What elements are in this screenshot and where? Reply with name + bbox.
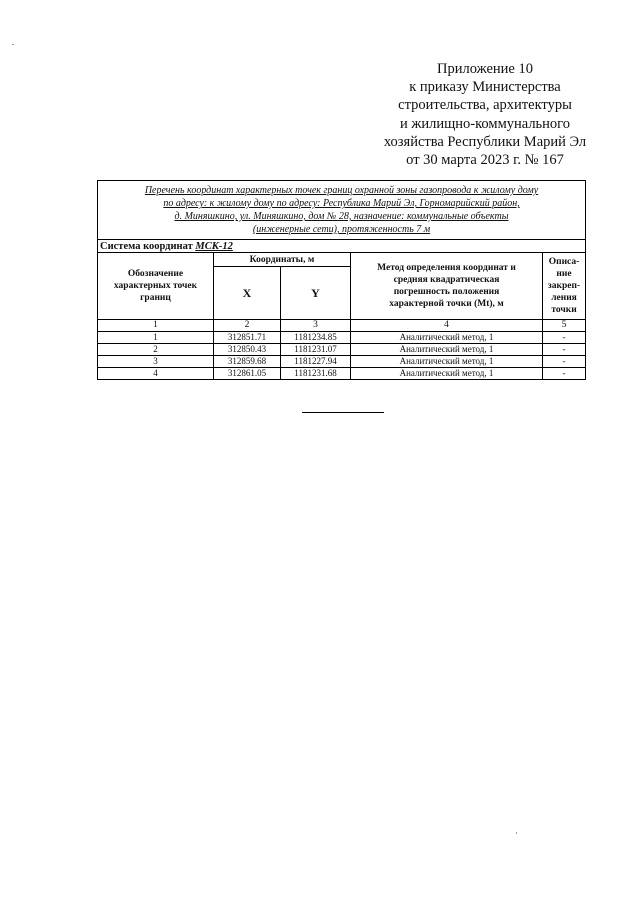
header-description-line: точки — [551, 305, 577, 315]
appendix-line: от 30 марта 2023 г. № 167 — [406, 152, 564, 169]
header-description-line: закреп- — [547, 281, 581, 291]
cell-method: Аналитический метод, 1 — [351, 344, 543, 356]
column-number: 5 — [543, 320, 586, 332]
cell-method: Аналитический метод, 1 — [351, 356, 543, 368]
header-point — [98, 253, 214, 320]
header-method-line: характерной точки (Mt), м — [389, 299, 504, 309]
cell-x: 312851.71 — [214, 332, 281, 344]
cell-y: 1181231.07 — [281, 344, 351, 356]
column-number: 3 — [281, 320, 351, 332]
appendix-line: к приказу Министерства — [409, 79, 561, 96]
table-row — [98, 344, 586, 356]
cell-description: - — [543, 356, 586, 368]
table-caption — [98, 181, 586, 240]
cell-description: - — [543, 332, 586, 344]
header-description — [543, 253, 586, 320]
table-row — [98, 356, 586, 368]
header-point-line: границ — [140, 293, 171, 303]
coordinate-system-label: Система координат — [100, 240, 193, 252]
appendix-line: и жилищно-коммунального — [399, 115, 571, 132]
cell-y: 1181231.68 — [281, 368, 351, 380]
cell-description: - — [543, 344, 586, 356]
caption-line: (инженерные сети), протяженность 7 м — [252, 224, 431, 235]
cell-point: 4 — [98, 368, 214, 380]
header-method-line: средняя квадратическая — [393, 275, 500, 285]
cell-point: 1 — [98, 332, 214, 344]
header-method-line: Метод определения координат и — [377, 263, 516, 273]
cell-method: Аналитический метод, 1 — [351, 368, 543, 380]
header-description-line: ние — [556, 269, 572, 279]
scan-speck — [12, 44, 14, 45]
appendix-line: Приложение 10 — [437, 61, 533, 77]
header-description-line: Описа- — [548, 257, 580, 267]
end-separator-line — [302, 412, 384, 413]
coordinate-system-name: МСК-12 — [195, 240, 233, 252]
header-x: X — [214, 267, 281, 320]
cell-x: 312859.68 — [214, 356, 281, 368]
coordinate-system-row — [98, 240, 586, 253]
table-row — [98, 332, 586, 344]
cell-method: Аналитический метод, 1 — [351, 332, 543, 344]
appendix-header — [360, 60, 610, 169]
header-point-line: Обозначение — [127, 269, 184, 279]
cell-x: 312861.05 — [214, 368, 281, 380]
coordinates-table — [97, 180, 586, 380]
header-method-line: погрешность положения — [393, 287, 500, 297]
caption-line: Перечень координат характерных точек границ охранной зоны газопровода к жилому дому — [144, 185, 539, 196]
caption-line: д. Миняшкино, ул. Миняшкино, дом № 28, назначение: коммунальные объекты — [174, 211, 509, 222]
header-point-line: характерных точек — [113, 281, 198, 291]
header-method — [351, 253, 543, 320]
column-number: 2 — [214, 320, 281, 332]
header-y: Y — [281, 267, 351, 320]
header-coordinates: Координаты, м — [214, 253, 351, 267]
appendix-line: строительства, архитектуры — [398, 97, 572, 114]
cell-point: 2 — [98, 344, 214, 356]
scan-speck — [516, 832, 517, 834]
cell-y: 1181227.94 — [281, 356, 351, 368]
cell-description: - — [543, 368, 586, 380]
table-row — [98, 368, 586, 380]
cell-y: 1181234.85 — [281, 332, 351, 344]
cell-x: 312850.43 — [214, 344, 281, 356]
caption-line: по адресу: к жилому дому по адресу: Республика Марий Эл, Горномарийский район, — [163, 198, 520, 209]
column-number: 4 — [351, 320, 543, 332]
appendix-line: хозяйства Республики Марий Эл — [383, 133, 587, 150]
header-description-line: ления — [551, 293, 577, 303]
column-number: 1 — [98, 320, 214, 332]
cell-point: 3 — [98, 356, 214, 368]
